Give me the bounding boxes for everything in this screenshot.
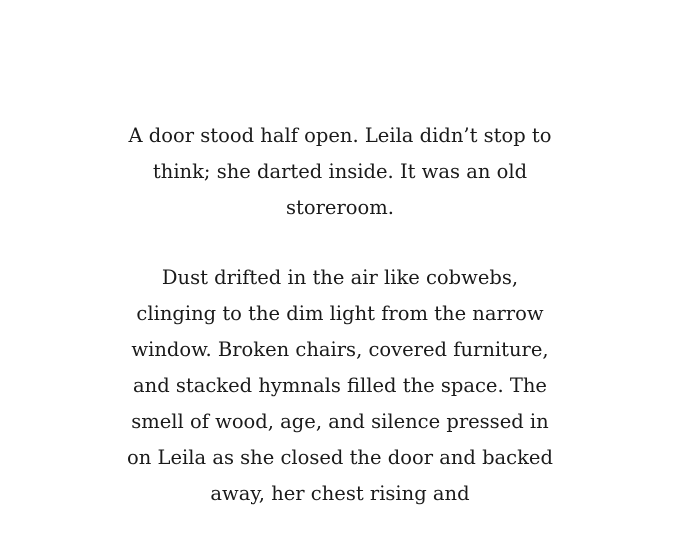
reading-text — [120, 118, 560, 546]
paragraph-2: Dust drifted in the air like cobwebs, clinging to the dim light from the narrow window. Broken chairs, covered furniture, and stacked hymnals filled the space. The smell of wood, age, and silence pressed in on Leila as she closed the door and backed away, her chest rising and — [127, 266, 553, 505]
paragraph-1: A door stood half open. Leila didn’t stop to think; she darted inside. It was an old storeroom. — [128, 124, 552, 219]
